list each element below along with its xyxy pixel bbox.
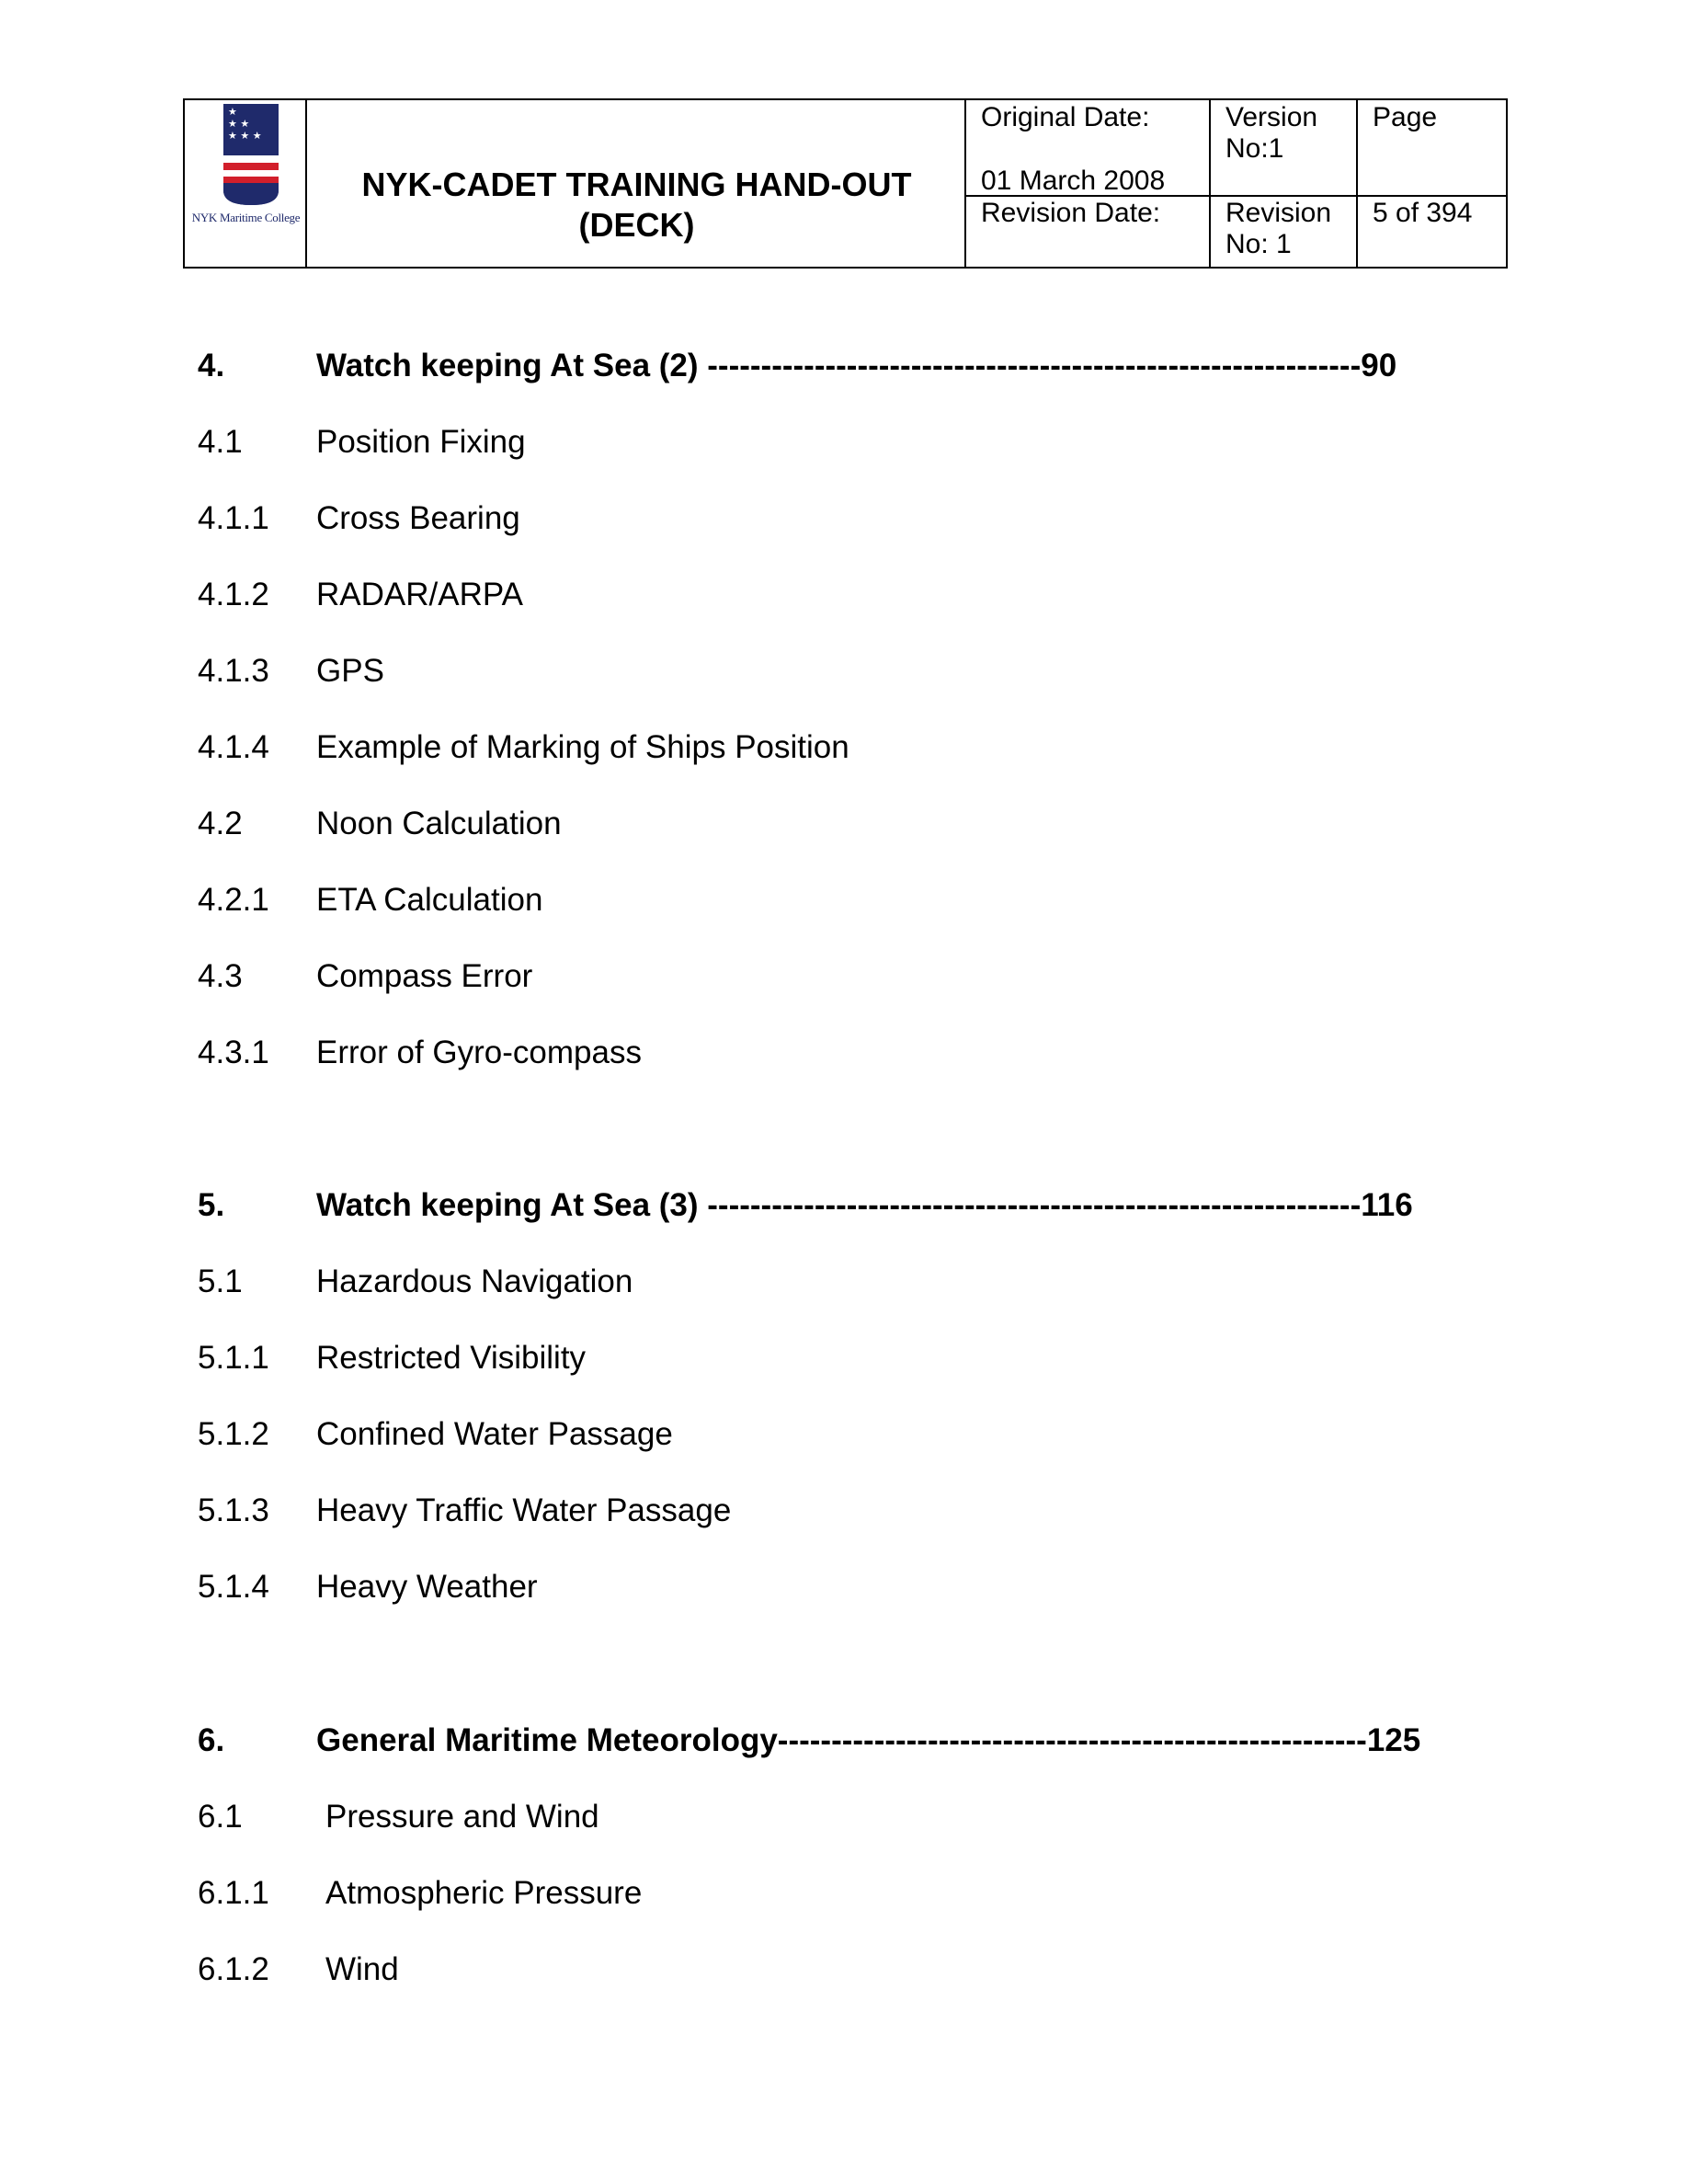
college-logo <box>192 102 304 268</box>
logo-caption: NYK Maritime College <box>191 211 301 224</box>
toc-title: Atmospheric Pressure <box>325 1875 643 1911</box>
revision-date-label: Revision Date: <box>981 198 1161 228</box>
header-divider <box>1356 100 1358 267</box>
toc-title: Wind <box>325 1951 399 1987</box>
toc-title: Heavy Traffic Water Passage <box>316 1492 732 1528</box>
toc-title: Error of Gyro-compass <box>316 1035 642 1070</box>
revision-number: No: 1 <box>1225 229 1292 259</box>
toc-entry <box>0 804 1687 844</box>
toc-number: 5.1.3 <box>198 1492 269 1528</box>
version-number: No:1 <box>1225 133 1284 164</box>
toc-number: 5.1.4 <box>198 1569 269 1605</box>
toc-number: 4.1.3 <box>198 653 269 689</box>
version-label: Version <box>1225 102 1318 132</box>
toc-entry <box>0 1567 1687 1607</box>
toc-entry <box>0 1414 1687 1455</box>
toc-number: 4.2 <box>198 806 243 841</box>
toc-title: Position Fixing <box>316 424 526 460</box>
toc-entry <box>0 575 1687 615</box>
document-title <box>307 165 966 246</box>
original-date-value: 01 March 2008 <box>981 166 1166 196</box>
toc-number: 4.2.1 <box>198 882 269 918</box>
toc-entry <box>0 651 1687 692</box>
toc-number: 5.1.1 <box>198 1340 269 1376</box>
document-header <box>183 98 1508 269</box>
toc-title: Example of Marking of Ships Position <box>316 729 849 765</box>
toc-title: Noon Calculation <box>316 806 562 841</box>
toc-number: 5.1.2 <box>198 1416 269 1452</box>
toc-entry <box>0 422 1687 463</box>
toc-title: Watch keeping At Sea (2) -------------------------------------------------------------90 <box>316 348 1397 383</box>
toc-title: Confined Water Passage <box>316 1416 673 1452</box>
toc-number: 4.1.1 <box>198 500 269 536</box>
toc-entry <box>0 1338 1687 1378</box>
toc-number: 6.1 <box>198 1799 243 1835</box>
page-label: Page <box>1373 102 1438 132</box>
toc-title: GPS <box>316 653 384 689</box>
toc-entry <box>0 1797 1687 1837</box>
toc-title: General Maritime Meteorology-------------------------------------------------------125 <box>316 1722 1421 1758</box>
toc-section-heading <box>0 346 1687 386</box>
toc-title: Heavy Weather <box>316 1569 538 1605</box>
toc-title: Restricted Visibility <box>316 1340 587 1376</box>
toc-title: RADAR/ARPA <box>316 577 523 612</box>
toc-title: Pressure and Wind <box>325 1799 599 1835</box>
toc-entry <box>0 956 1687 997</box>
toc-number: 5.1 <box>198 1264 243 1299</box>
toc-number: 4.1.2 <box>198 577 269 612</box>
toc-title: Watch keeping At Sea (3) -------------------------------------------------------------116 <box>316 1187 1413 1223</box>
revision-label: Revision <box>1225 198 1332 228</box>
original-date-label: Original Date: <box>981 102 1150 132</box>
header-divider <box>1209 100 1211 267</box>
toc-title: Hazardous Navigation <box>316 1264 633 1299</box>
toc-number: 6. <box>198 1722 225 1758</box>
toc-entry <box>0 1033 1687 1073</box>
toc-title: Cross Bearing <box>316 500 520 536</box>
toc-number: 4. <box>198 348 225 383</box>
toc-number: 4.1 <box>198 424 243 460</box>
svg-text:★: ★ <box>228 106 237 118</box>
svg-text:★ ★: ★ ★ <box>228 118 250 130</box>
title-line: (DECK) <box>578 206 695 244</box>
toc-number: 4.3 <box>198 958 243 994</box>
page-number: 5 of 394 <box>1373 198 1473 228</box>
svg-text:★ ★ ★: ★ ★ ★ <box>228 130 262 142</box>
toc-number: 4.3.1 <box>198 1035 269 1070</box>
toc-section-heading <box>0 1721 1687 1761</box>
toc-entry <box>0 498 1687 539</box>
toc-title: ETA Calculation <box>316 882 543 918</box>
toc-title: Compass Error <box>316 958 533 994</box>
toc-number: 6.1.2 <box>198 1951 269 1987</box>
toc-section-heading <box>0 1185 1687 1226</box>
toc-number: 6.1.1 <box>198 1875 269 1911</box>
toc-number: 4.1.4 <box>198 729 269 765</box>
college-logo-icon <box>192 102 304 212</box>
toc-entry <box>0 1262 1687 1302</box>
toc-entry <box>0 1491 1687 1531</box>
toc-entry <box>0 727 1687 768</box>
toc-number: 5. <box>198 1187 225 1223</box>
toc-entry <box>0 1950 1687 1990</box>
title-line: NYK-CADET TRAINING HAND-OUT <box>361 166 912 203</box>
toc-entry <box>0 1873 1687 1914</box>
toc-entry <box>0 880 1687 920</box>
